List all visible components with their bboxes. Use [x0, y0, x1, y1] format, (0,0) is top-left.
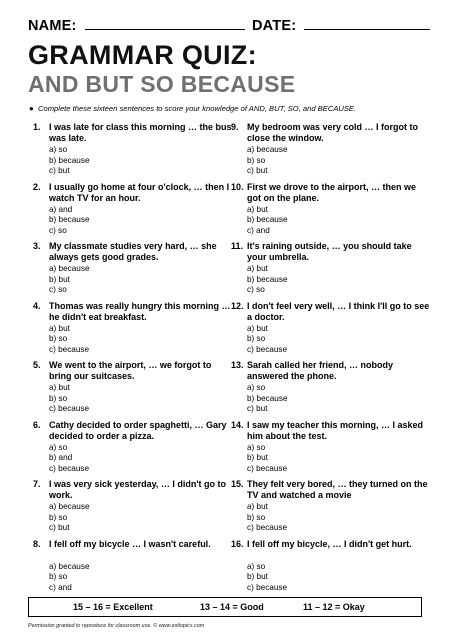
question-text: I fell off my bicycle, … I didn't get hurt. [247, 538, 412, 549]
answer-options [49, 562, 90, 594]
answer-option[interactable]: a) because [49, 502, 90, 511]
answer-options [49, 443, 89, 475]
answer-option[interactable]: c) so [49, 285, 67, 294]
question-text: Thomas was really hungry this morning … he didn't eat breakfast. [49, 300, 231, 322]
answer-option[interactable]: b) but [247, 453, 268, 462]
answer-option[interactable]: a) but [49, 323, 70, 333]
answer-option[interactable]: a) but [247, 264, 268, 273]
answer-option[interactable]: c) but [49, 523, 70, 532]
answer-option[interactable]: b) because [247, 274, 288, 284]
question-text: We went to the airport, … we forgot to bring our suitcases. [49, 360, 212, 381]
answer-option[interactable]: b) because [49, 215, 90, 224]
question-text: I was late for class this morning … the bus was late. [49, 122, 232, 143]
question-text: I was very sick yesterday, … I didn't go to work. [49, 479, 227, 500]
answer-options [247, 145, 288, 177]
answer-option[interactable]: a) and [49, 204, 73, 214]
date-field [252, 17, 430, 34]
question-number: 3. [33, 241, 41, 251]
answer-option[interactable]: c) and [49, 582, 72, 592]
name-field [28, 17, 245, 34]
answer-option[interactable]: c) because [247, 463, 288, 473]
answer-option[interactable]: b) so [49, 572, 68, 581]
question-number: 6. [33, 419, 41, 430]
question-text: Cathy decided to order spaghetti, … Gary decided to order a pizza. [49, 419, 227, 441]
question-number: 4. [33, 300, 41, 311]
question-text: Sarah called her friend, … nobody answered the phone. [247, 360, 394, 381]
question-text: I don't feel very well, … I think I'll go to see a doctor. [247, 300, 430, 322]
answer-option[interactable]: a) because [49, 561, 90, 571]
answer-option[interactable]: b) so [247, 155, 266, 165]
answer-option[interactable]: a) so [247, 561, 266, 571]
answer-option[interactable]: c) because [247, 582, 288, 592]
question-number: 11. [231, 241, 244, 251]
answer-option[interactable]: c) because [247, 523, 288, 532]
answer-options [247, 324, 287, 356]
answer-option[interactable]: b) but [247, 572, 268, 581]
answer-options [49, 145, 90, 177]
answer-option[interactable]: c) but [247, 404, 268, 413]
answer-option[interactable]: b) so [247, 334, 266, 343]
name-label: NAME: [28, 18, 77, 34]
answer-options [49, 324, 89, 356]
question-text: I fell off my bicycle … I wasn't careful. [49, 538, 211, 549]
question-number: 9. [231, 122, 239, 132]
answer-option[interactable]: c) because [247, 344, 288, 354]
answer-option[interactable]: c) but [247, 166, 268, 175]
answer-options [247, 502, 287, 534]
question-text: They felt very bored, … they turned on the TV and watched a movie [247, 479, 428, 500]
question-text: My classmate studies very hard, … she always gets good grades. [49, 241, 217, 262]
answer-option[interactable]: b) so [49, 334, 68, 343]
answer-option[interactable]: a) but [247, 323, 268, 333]
question-text: I saw my teacher this morning, … I asked him about the test. [247, 419, 424, 441]
score-excellent: 15 – 16 = Excellent [73, 602, 153, 612]
answer-option[interactable]: a) so [247, 383, 266, 392]
answer-options [247, 443, 287, 475]
question-text: I usually go home at four o'clock, … then I watch TV for an hour. [49, 181, 230, 203]
answer-option[interactable]: c) because [49, 344, 90, 354]
answer-option[interactable]: c) so [247, 285, 265, 294]
answer-options [247, 562, 287, 594]
answer-option[interactable]: a) so [49, 145, 68, 154]
answer-options [247, 205, 288, 237]
score-box [28, 597, 422, 617]
question-number: 15. [231, 479, 244, 489]
answer-option[interactable]: b) because [247, 215, 288, 224]
bullet-icon: ● [29, 104, 34, 113]
answer-options [49, 205, 90, 237]
quiz-subtitle: AND BUT SO BECAUSE [28, 71, 296, 97]
question-number: 16. [231, 538, 244, 549]
instructions [29, 104, 438, 113]
answer-option[interactable]: a) because [247, 145, 288, 154]
copyright-footer: Permission granted to reproduce for classroom use. © www.esltopics.com [28, 623, 205, 629]
question-text: First we drove to the airport, … then we got on the plane. [247, 181, 417, 203]
question-number: 10. [231, 181, 244, 192]
answer-option[interactable]: b) and [49, 453, 73, 462]
answer-option[interactable]: c) so [49, 225, 67, 235]
answer-option[interactable]: a) but [49, 383, 70, 392]
answer-option[interactable]: b) so [247, 512, 266, 522]
question-text: My bedroom was very cold … I forgot to close the window. [247, 122, 419, 143]
quiz-title: GRAMMAR QUIZ: [28, 40, 257, 70]
question-number: 12. [231, 300, 244, 311]
answer-option[interactable]: c) because [49, 463, 90, 473]
answer-option[interactable]: c) but [49, 166, 70, 175]
answer-option[interactable]: a) but [247, 502, 268, 511]
answer-option[interactable]: a) so [247, 442, 266, 452]
answer-option[interactable]: b) so [49, 512, 68, 522]
question-number: 7. [33, 479, 41, 489]
answer-option[interactable]: a) so [49, 442, 68, 452]
answer-option[interactable]: c) and [247, 225, 270, 235]
answer-options [247, 264, 288, 296]
score-good: 13 – 14 = Good [200, 602, 264, 612]
answer-options [49, 502, 90, 534]
answer-option[interactable]: b) so [49, 393, 68, 403]
question-number: 2. [33, 181, 41, 192]
answer-options [49, 264, 90, 296]
question-number: 14. [231, 419, 244, 430]
score-okay: 11 – 12 = Okay [303, 602, 365, 612]
question-number: 8. [33, 538, 41, 549]
date-label: DATE: [252, 18, 297, 34]
answer-option[interactable]: a) because [49, 264, 90, 273]
answer-option[interactable]: b) but [49, 274, 70, 284]
question-number: 13. [231, 360, 244, 370]
question-text: It's raining outside, … you should take your umbrella. [247, 241, 412, 262]
name-line [85, 17, 245, 30]
answer-options [247, 383, 288, 415]
question-number: 5. [33, 360, 41, 370]
answer-option[interactable]: a) but [247, 204, 268, 214]
date-line [304, 17, 430, 30]
answer-options [49, 383, 89, 415]
question-number: 1. [33, 122, 41, 132]
answer-option[interactable]: c) because [49, 404, 90, 413]
answer-option[interactable]: b) because [49, 155, 90, 165]
answer-option[interactable]: b) because [247, 393, 288, 403]
instructions-text: Complete these sixteen sentences to score your knowledge of AND, BUT, SO, and BECAUSE. [38, 104, 357, 113]
